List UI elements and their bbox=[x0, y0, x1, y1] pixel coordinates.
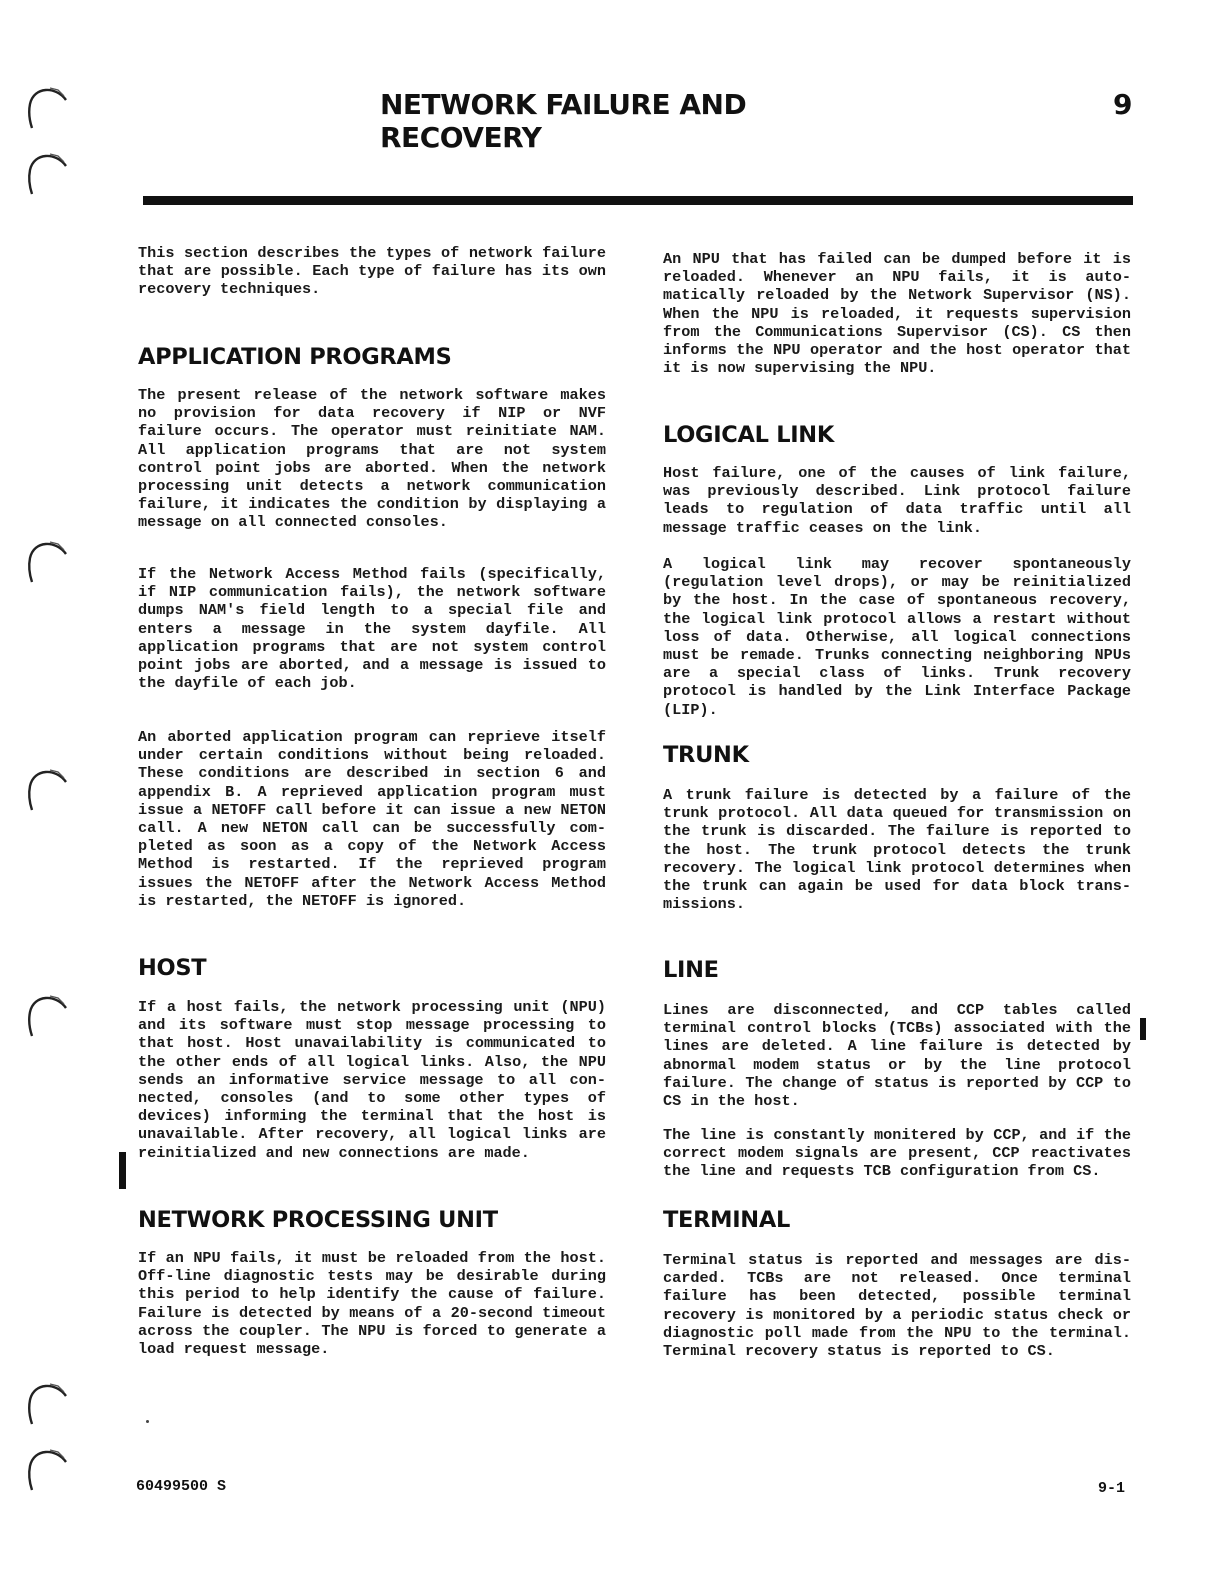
terminal-section bbox=[663, 1207, 1131, 1233]
section-heading: NETWORK PROCESSING UNIT bbox=[138, 1207, 498, 1233]
page-title: NETWORK FAILURE AND RECOVERY bbox=[380, 88, 747, 154]
host-body bbox=[138, 998, 606, 1162]
application-programs-section bbox=[138, 344, 606, 370]
logical-link-section bbox=[663, 422, 1131, 448]
change-bar bbox=[1140, 1018, 1146, 1040]
binder-hole-mark bbox=[22, 82, 72, 138]
npu-section bbox=[138, 1207, 606, 1233]
terminal-body bbox=[663, 1251, 1131, 1360]
section-heading: TRUNK bbox=[663, 742, 749, 768]
paragraph: If a host fails, the network processing unit (NPU) and its software must stop message processing to that host. Host unavailability is communicated to the other ends of all logical links. Also, the NPU sends an informative service message to all connected, consoles (and to some other types of devices) informing the terminal that the host is unavailable. After recovery, all logical links are reinitialized and new connections are made. bbox=[138, 998, 606, 1162]
page-number: 9-1 bbox=[1098, 1480, 1126, 1497]
paragraph: Lines are disconnected, and CCP tables called terminal control blocks (TCBs) associated with the lines are deleted. A line failure is detected by abnormal modem status or by the line protocol failure. The change of status is reported by CCP to CS in the host. bbox=[663, 1001, 1131, 1111]
header-rule bbox=[143, 196, 1133, 205]
application-programs-body-3 bbox=[138, 728, 606, 910]
application-programs-body bbox=[138, 386, 606, 532]
binder-hole-mark bbox=[22, 536, 72, 592]
application-programs-body-2 bbox=[138, 565, 606, 692]
npu-body bbox=[138, 1249, 606, 1358]
paragraph: A logical link may recover spontaneously (regulation level drops), or may be reinitialized by the host. In the case of spontaneous recovery, the logical link protocol allows a restart without loss of data. Otherwise, all logical connections must be remade. Trunks connecting neighboring NPUs are a special class of links. Trunk recovery protocol is handled by the Link Interface Package (LIP). bbox=[663, 555, 1131, 719]
trunk-section bbox=[663, 742, 1131, 768]
npu-continued-body bbox=[663, 250, 1131, 377]
paragraph: Terminal status is reported and messages are discarded. TCBs are not released. Once terminal failure has been detected, possible terminal recovery is monitored by a periodic status check or diagnostic poll made from the NPU to the terminal. Terminal recovery status is reported to CS. bbox=[663, 1251, 1131, 1361]
line-section bbox=[663, 957, 1131, 983]
trunk-body bbox=[663, 786, 1131, 913]
section-heading: HOST bbox=[138, 955, 207, 981]
paragraph: A trunk failure is detected by a failure of the trunk protocol. All data queued for transmission on the trunk is discarded. The failure is reported to the host. The trunk protocol detects the trunk recovery. The logical link protocol determines when the trunk can again be used for data block transmissions. bbox=[663, 786, 1131, 914]
intro-section bbox=[138, 244, 606, 299]
section-heading: LOGICAL LINK bbox=[663, 422, 834, 448]
paragraph: The line is constantly monitered by CCP, and if the correct modem signals are present, CCP reactivates the line and requests TCB configuration from CS. bbox=[663, 1126, 1131, 1181]
binder-hole-mark bbox=[22, 990, 72, 1046]
binder-hole-mark bbox=[22, 148, 72, 204]
line-body-2 bbox=[663, 1126, 1131, 1181]
section-heading: LINE bbox=[663, 957, 719, 983]
logical-link-body-2 bbox=[663, 555, 1131, 719]
host-section bbox=[138, 955, 606, 981]
section-heading: APPLICATION PROGRAMS bbox=[138, 344, 452, 370]
section-heading: TERMINAL bbox=[663, 1207, 790, 1233]
paragraph: If an NPU fails, it must be reloaded from the host. Off-line diagnostic tests may be desirable during this period to help identify the cause of failure. Failure is detected by means of a 20-second timeout across the coupler. The NPU is forced to generate a load request message. bbox=[138, 1249, 606, 1359]
paragraph: The present release of the network software makes no provision for data recovery if NIP or NVF failure occurs. The operator must reinitiate NAM. All application programs that are not system control point jobs are aborted. When the network processing unit detects a network communication failure, it indicates the condition by displaying a message on all connected consoles. bbox=[138, 386, 606, 532]
paragraph: If the Network Access Method fails (specifically, if NIP communication fails), the network software dumps NAM's field length to a special file and enters a message in the system dayfile. All application programs that are not system control point jobs are aborted, and a message is issued to the dayfile of each job. bbox=[138, 565, 606, 693]
paragraph: Host failure, one of the causes of link failure, was previously described. Link protocol failure leads to regulation of data traffic until all message traffic ceases on the link. bbox=[663, 464, 1131, 537]
binder-hole-mark bbox=[22, 764, 72, 820]
binder-hole-mark bbox=[22, 1444, 72, 1500]
paragraph: An NPU that has failed can be dumped before it is reloaded. Whenever an NPU fails, it is automatically reloaded by the Network Supervisor (NS). When the NPU is reloaded, it requests supervision from the Communications Supervisor (CS). CS then informs the NPU operator and the host operator that it is now supervising the NPU. bbox=[663, 250, 1131, 378]
line-body bbox=[663, 1001, 1131, 1110]
binder-hole-mark bbox=[22, 1378, 72, 1434]
intro-paragraph: This section describes the types of network failure that are possible. Each type of failure has its own recovery techniques. bbox=[138, 244, 606, 299]
paragraph: An aborted application program can reprieve itself under certain conditions without being reloaded. These conditions are described in section 6 and appendix B. A reprieved application program must issue a NETOFF call before it can issue a new NETON call. A new NETON call can be successfully completed as soon as a copy of the Network Access Method is restarted. If the reprieved program issues the NETOFF after the Network Access Method is restarted, the NETOFF is ignored. bbox=[138, 728, 606, 910]
change-bar bbox=[119, 1152, 126, 1189]
logical-link-body bbox=[663, 464, 1131, 537]
stray-mark bbox=[146, 1420, 149, 1423]
document-number: 60499500 S bbox=[136, 1478, 227, 1495]
chapter-number: 9 bbox=[1113, 88, 1133, 121]
